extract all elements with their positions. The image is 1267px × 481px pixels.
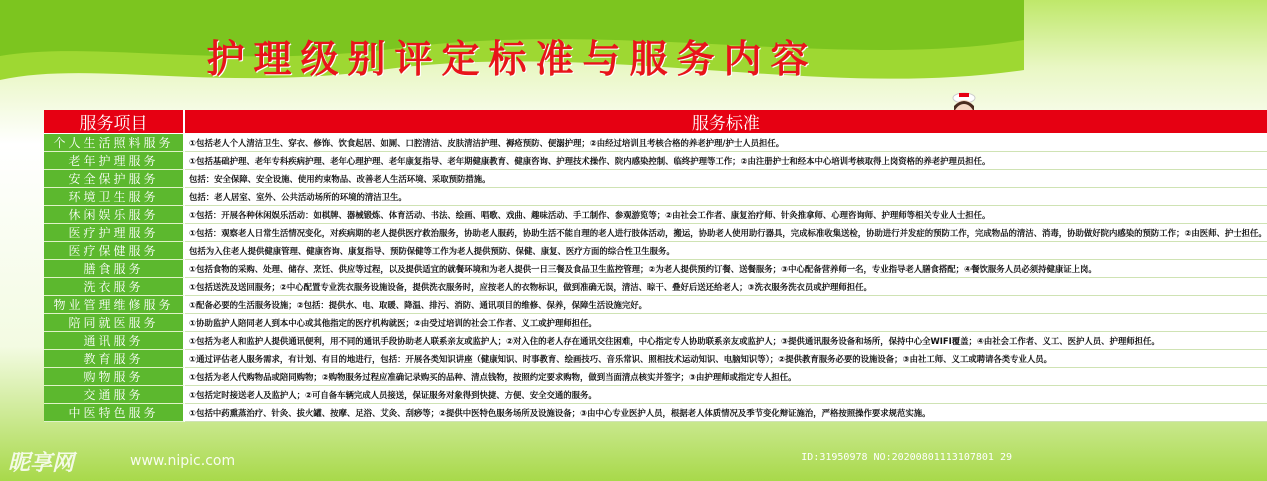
standard-cell: 包括：安全保障、安全设施、使用约束物品、改善老人生活环境、采取预防措施。 — [185, 170, 1267, 188]
category-cell: 物业管理维修服务 — [44, 296, 185, 314]
category-cell: 医疗保健服务 — [44, 242, 185, 260]
standard-cell: 包括为入住老人提供健康管理、健康咨询、康复指导、预防保健等工作为老人提供预防、保健、康复、医疗方面的综合性卫生服务。 — [185, 242, 1267, 260]
image-id-text: ID:31950978 NO:20200801113107801 29 — [801, 452, 1012, 463]
category-cell: 安全保护服务 — [44, 170, 185, 188]
category-cell: 教育服务 — [44, 350, 185, 368]
standard-cell: ①包括：开展各种休闲娱乐活动：如棋牌、器械锻炼、体育活动、书法、绘画、唱歌、戏曲、趣味活动、手工制作、参观游览等；②由社会工作者、康复治疗师、针灸推拿师、心理咨询师、护理师等相关专业人士担任。 — [185, 206, 1267, 224]
category-cell: 个人生活照料服务 — [44, 134, 185, 152]
standard-cell: ①包括老人个人清洁卫生、穿衣、修饰、饮食起居、如厕、口腔清洁、皮肤清洁护理、褥疮预防、便溺护理；②由经过培训且考核合格的养老护理/护士人员担任。 — [185, 134, 1267, 152]
standard-cell: ①包括中药熏蒸治疗、针灸、拔火罐、按摩、足浴、艾灸、刮痧等；②提供中医特色服务场所及设施设备；③由中心专业医护人员，根据老人体质情况及季节变化辩证施治，严格按照操作要求规范实施。 — [185, 404, 1267, 422]
category-cell: 医疗护理服务 — [44, 224, 185, 242]
standard-cell: ①包括为老人代购物品或陪同购物；②购物服务过程应准确记录购买的品种、清点钱物，按照约定要求购物，做到当面清点核实并签字；③由护理师或指定专人担任。 — [185, 368, 1267, 386]
standard-cell: ①协助监护人陪同老人到本中心或其他指定的医疗机构就医；②由受过培训的社会工作者、义工或护理师担任。 — [185, 314, 1267, 332]
category-cell: 中医特色服务 — [44, 404, 185, 422]
category-cell: 通讯服务 — [44, 332, 185, 350]
category-cell: 陪同就医服务 — [44, 314, 185, 332]
category-cell: 交通服务 — [44, 386, 185, 404]
category-cell: 环境卫生服务 — [44, 188, 185, 206]
standard-cell: 包括：老人居室、室外、公共活动场所的环境的清洁卫生。 — [185, 188, 1267, 206]
standard-cell: ①包括食物的采购、处理、储存、烹饪、供应等过程，以及提供适宜的就餐环境和为老人提供一日三餐及食品卫生监控管理；②为老人提供预约订餐、送餐服务；③中心配备营养师一名，专业指导老人膳食搭配；④餐饮服务人员必须持健康证上岗。 — [185, 260, 1267, 278]
watermark-logo: 昵享网 — [8, 451, 75, 476]
standard-cell: ①包括送洗及送回服务；②中心配置专业洗衣服务设施设备，提供洗衣服务时，应按老人的衣物标识，做到准确无误，清洁、晾干、叠好后送还给老人；③洗衣服务洗衣员或护理师担任。 — [185, 278, 1267, 296]
page-title: 护理级别评定标准与服务内容 — [206, 37, 818, 81]
standard-cell: ①包括为老人和监护人提供通讯便利，用不同的通讯手段协助老人联系亲友或监护人；②对入住的老人存在通讯交往困难，中心指定专人协助联系亲友或监护人；③提供通讯服务设备和场所，保持中心全WIFI覆盖；④由社会工作者、义工、医护人员、护理师担任。 — [185, 332, 1267, 350]
standard-cell: ①包括基础护理、老年专科疾病护理、老年心理护理、老年康复指导、老年期健康教育、健康咨询、护理技术操作、院内感染控制、临终护理等工作；②由注册护士和经本中心培训考核取得上岗资格的养老护理员担任。 — [185, 152, 1267, 170]
standard-cell: ①配备必要的生活服务设施；②包括：提供水、电、取暖、降温、排污、消防、通讯项目的维修、保养，保障生活设施完好。 — [185, 296, 1267, 314]
service-table — [44, 110, 1267, 456]
category-cell: 休闲娱乐服务 — [44, 206, 185, 224]
standard-cell: ①通过评估老人服务需求，有计划、有目的地进行，包括：开展各类知识讲座（健康知识、时事教育、绘画技巧、音乐常识、照相技术运动知识、电脑知识等）；②提供教育服务必要的设施设备；③由社工师、义工或聘请各类专业人员。 — [185, 350, 1267, 368]
header-service-standard: 服务标准 — [185, 110, 1267, 134]
standard-cell: ①包括：观察老人日常生活情况变化，对疾病期的老人提供医疗救治服务，协助老人服药，协助生活不能自理的老人进行肢体活动，搬运，协助老人使用助行器具，完成标准收集送检，协助进行并发症的预防工作，完成物品的清洁、消毒，协助做好院内感染的预防工作；②由医师、护士担任。 — [185, 224, 1267, 242]
category-cell: 购物服务 — [44, 368, 185, 386]
header-service-item: 服务项目 — [44, 110, 185, 134]
watermark-url: www.nipic.com — [130, 453, 236, 469]
category-cell: 老年护理服务 — [44, 152, 185, 170]
category-cell: 膳食服务 — [44, 260, 185, 278]
category-cell: 洗衣服务 — [44, 278, 185, 296]
standard-cell: ①包括定时接送老人及监护人；②可自备车辆完成人员接送，保证服务对象得到快捷、方便、安全交通的服务。 — [185, 386, 1267, 404]
